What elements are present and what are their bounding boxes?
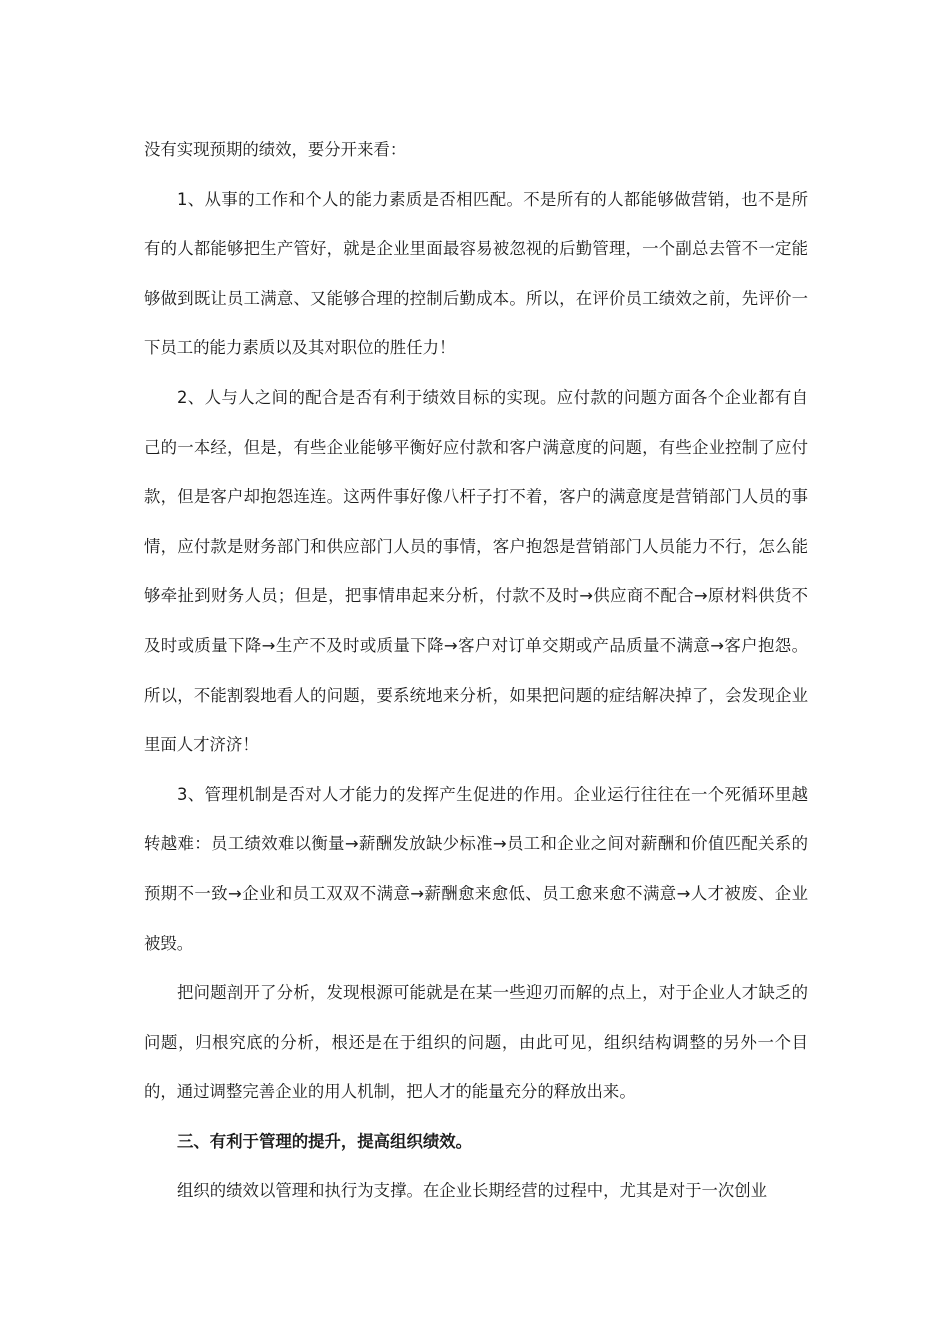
paragraph-analysis: 把问题剖开了分析，发现根源可能就是在某一些迎刃而解的点上，对于企业人才缺乏的问题，归根究底的分析，根还是在于组织的问题，由此可见，组织结构调整的另外一个目的，通过调整完善企业的用人机制，把人才的能量充分的释放出来。 [144, 983, 808, 1102]
paragraph-point-1: 1、从事的工作和个人的能力素质是否相匹配。不是所有的人都能够做营销，也不是所有的人都能够把生产管好，就是企业里面最容易被忽视的后勤管理，一个副总去管不一定能够做到既让员工满意、又能够合理的控制后勤成本。所以，在评价员工绩效之前，先评价一下员工的能力素质以及其对职位的胜任力！ [144, 189, 808, 358]
document-body [144, 125, 808, 1216]
section-heading-3: 三、有利于管理的提升，提高组织绩效。 [177, 1131, 473, 1151]
paragraph-point-3: 3、管理机制是否对人才能力的发挥产生促进的作用。企业运行往往在一个死循环里越转越难：员工绩效难以衡量→薪酬发放缺少标准→员工和企业之间对薪酬和价值匹配关系的预期不一致→企业和员工双双不满意→薪酬愈来愈低、员工愈来愈不满意→人才被废、企业被毁。 [144, 784, 808, 953]
paragraph-intro: 没有实现预期的绩效，要分开来看： [144, 140, 407, 159]
paragraph-point-2: 2、人与人之间的配合是否有利于绩效目标的实现。应付款的问题方面各个企业都有自己的一本经，但是，有些企业能够平衡好应付款和客户满意度的问题，有些企业控制了应付款，但是客户却抱怨连连。这两件事好像八杆子打不着，客户的满意度是营销部门人员的事情，应付款是财务部门和供应部门人员的事情，客户抱怨是营销部门人员能力不行，怎么能够牵扯到财务人员；但是，把事情串起来分析，付款不及时→供应商不配合→原材料供货不及时或质量下降→生产不及时或质量下降→客户对订单交期或产品质量不满意→客户抱怨。所以，不能割裂地看人的问题，要系统地来分析，如果把问题的症结解决掉了，会发现企业里面人才济济！ [144, 387, 808, 755]
paragraph-section-3-body: 组织的绩效以管理和执行为支撑。在企业长期经营的过程中，尤其是对于一次创业 [177, 1181, 768, 1201]
